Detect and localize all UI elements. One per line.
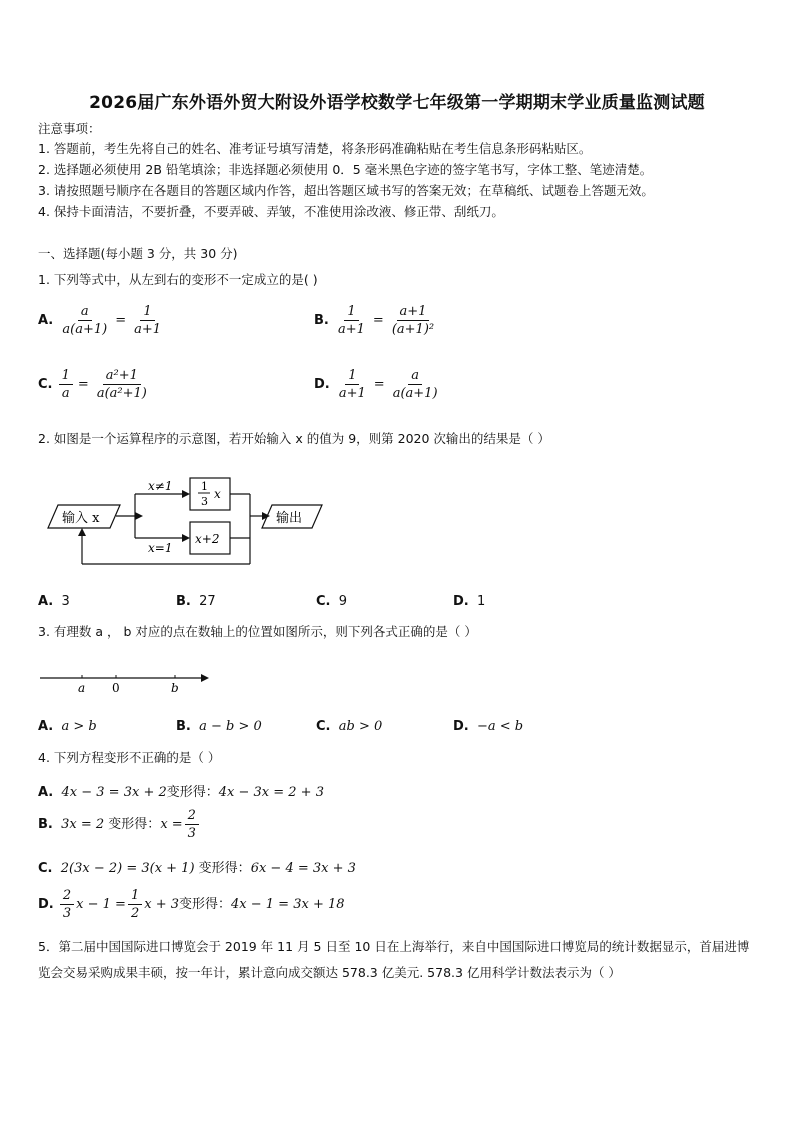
number-line: [38, 666, 218, 696]
page-title: 2026届广东外语外贸大附设外语学校数学七年级第一学期期末学业质量监测试题: [89, 93, 705, 113]
op-top-denominator: 3: [201, 495, 208, 508]
origin-label: 0: [112, 681, 120, 695]
question-4-stem: 4. 下列方程变形不正确的是（ ）: [38, 750, 221, 765]
q2-option-d: D. 1: [453, 594, 486, 609]
fraction: $\frac{1}{a}$: [59, 368, 73, 401]
notice-item: 1. 答题前，考生先将自己的姓名、准考证号填写清楚，将条形码准确粘贴在考生信息条形码粘贴区。: [38, 141, 592, 156]
op-bottom-label: x+2: [195, 532, 220, 546]
fraction: $\frac{a}{a(a+1)}$: [392, 368, 438, 401]
section-heading: 一、选择题(每小题 3 分，共 30 分): [38, 246, 238, 261]
program-flow-diagram: [40, 470, 330, 570]
q1-option-d: D. $\frac{1}{a+1}$ = $\frac{a}{a(a+1)}$: [314, 368, 443, 401]
q3-option-a: A. a > b: [38, 719, 97, 734]
point-a-label: a: [78, 681, 86, 695]
q3-option-d: D. −a < b: [453, 719, 524, 734]
fraction: $\frac{1}{2}$: [128, 888, 142, 921]
output-label: 输出: [276, 511, 303, 526]
option-label: B.: [314, 313, 329, 328]
fraction: $\frac{\text{a²+1}}{\text{a(a²+1)}}$: [96, 368, 147, 401]
condition-bottom: x=1: [148, 541, 173, 555]
fraction: $\frac{1}{a+1}$: [338, 304, 365, 337]
fraction: $\frac{a}{a(a+1)}$: [62, 304, 108, 337]
q2-option-c: C. 9: [316, 594, 348, 609]
op-top-variable: x: [214, 487, 221, 501]
point-b-label: b: [171, 681, 179, 695]
fraction: $\frac{2}{3}$: [185, 808, 199, 841]
fraction: $\frac{2}{3}$: [60, 888, 74, 921]
q4-option-d: D. $\frac{2}{3}$ x − 1 = $\frac{1}{2}$ x + 3变形得：4x − 1 = 3x + 18: [38, 888, 345, 921]
question-3-stem: 3. 有理数 a ， b 对应的点在数轴上的位置如图所示，则下列各式正确的是（ ）: [38, 624, 477, 639]
q4-option-c: C. 2(3x − 2) = 3(x + 1) 变形得：6x − 4 = 3x + 3: [38, 861, 356, 876]
question-5-stem: 5．第二届中国国际进口博览会于 2019 年 11 月 5 日至 10 日在上海举行，来自中国国际进口博览局的统计数据显示，首届进博览会交易采购成果丰硕，按一年计，累计意向成交额达 578.3 亿美元. 578.3 亿用科学计数法表示为（ ）: [38, 939, 750, 980]
condition-top: x≠1: [148, 479, 173, 493]
operation-top-box: [190, 478, 230, 510]
fraction: $\frac{a+1}{\text{(a+1)²}}$: [391, 304, 435, 337]
op-top-numerator: 1: [201, 480, 208, 493]
notice-item: 2. 选择题必须使用 2B 铅笔填涂；非选择题必须使用 0．5 毫米黑色字迹的签字笔书写，字体工整、笔迹清楚。: [38, 162, 653, 177]
q4-option-a: A. 4x − 3 = 3x + 2变形得：4x − 3x = 2 + 3: [38, 785, 324, 800]
q2-option-a: A. 3: [38, 594, 70, 609]
fraction: $\frac{1}{a+1}$: [338, 368, 366, 401]
q3-option-b: B. a − b > 0: [176, 719, 262, 734]
notice-heading: 注意事项：: [38, 121, 101, 136]
option-label: A.: [38, 313, 54, 328]
q3-option-c: C. ab > 0: [316, 719, 383, 734]
q2-option-b: B. 27: [176, 594, 216, 609]
q1-option-b: B. $\frac{1}{a+1}$ = $\frac{a+1}{\text{(a+1)²}}$: [314, 304, 439, 337]
notice-item: 4. 保持卡面清洁，不要折叠，不要弄破、弄皱，不准使用涂改液、修正带、刮纸刀。: [38, 204, 504, 219]
notice-item: 3. 请按照题号顺序在各题目的答题区域内作答，超出答题区域书写的答案无效；在草稿纸、试题卷上答题无效。: [38, 183, 654, 198]
q4-option-b: B. 3x = 2 变形得：x = $\frac{2}{3}$: [38, 808, 201, 841]
option-label: C.: [38, 377, 53, 392]
question-1-stem: 1. 下列等式中，从左到右的变形不一定成立的是( ): [38, 272, 318, 287]
fraction: $\frac{1}{a+1}$: [134, 304, 162, 337]
q1-option-c: C. $\frac{1}{a}$ = $\frac{\text{a²+1}}{\text{a(a²+1)}}$: [38, 368, 152, 401]
q1-option-a: A. $\frac{a}{a(a+1)}$ = $\frac{1}{a+1}$: [38, 304, 166, 337]
question-2-stem: 2. 如图是一个运算程序的示意图，若开始输入 x 的值为 9，则第 2020 次输出的结果是（ ）: [38, 431, 550, 446]
input-label: 输入 x: [62, 511, 100, 526]
option-label: D.: [314, 377, 330, 392]
